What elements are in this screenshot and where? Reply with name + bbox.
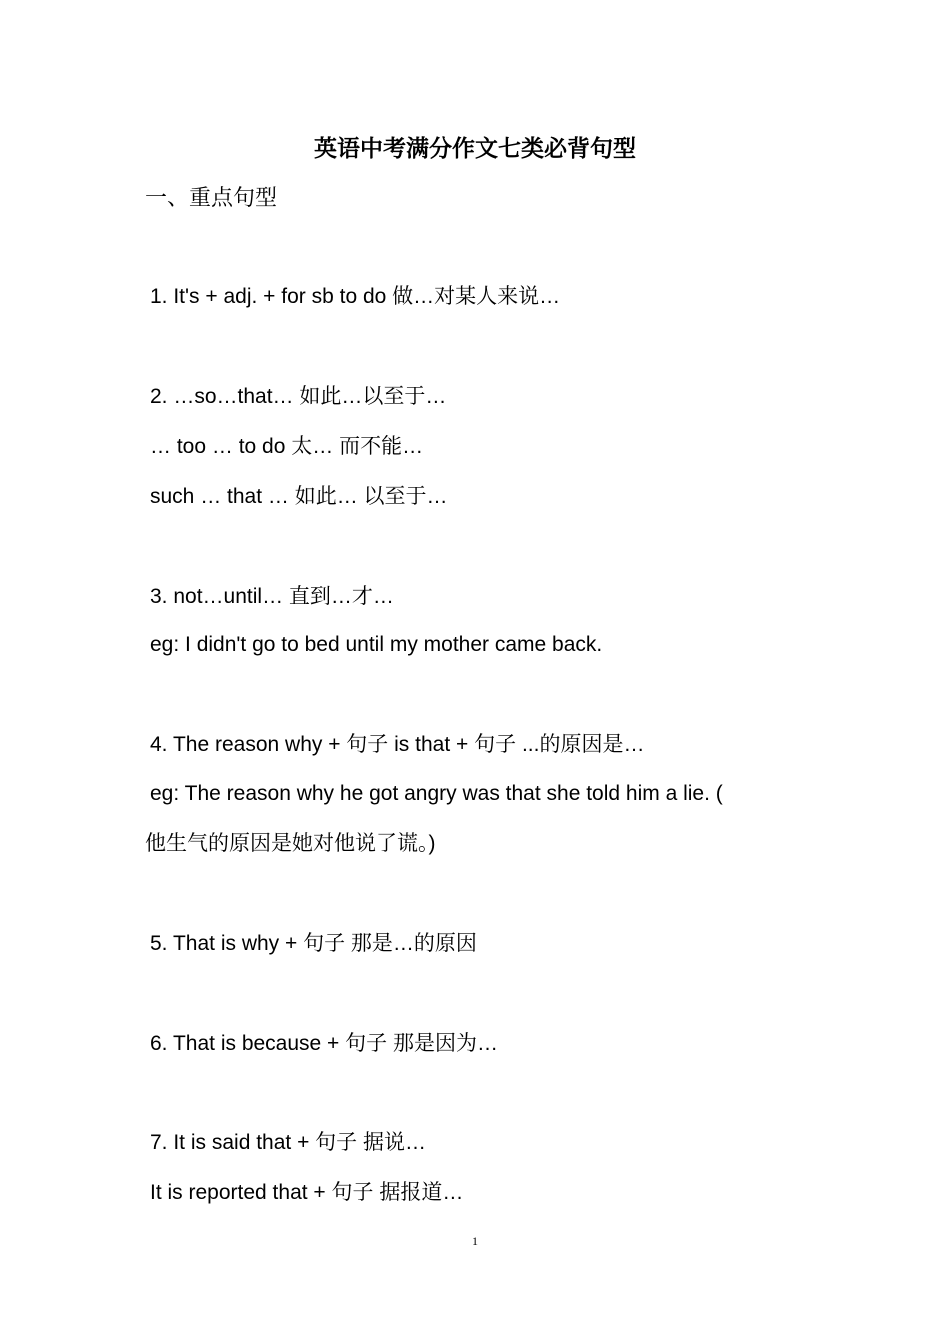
page-number: 1 xyxy=(472,1234,478,1248)
pattern-3-example: eg: I didn't go to bed until my mother came back. xyxy=(150,633,603,656)
pattern-3-line: 3. not…until… 直到…才… xyxy=(150,585,394,608)
pattern-4-line: 4. The reason why + 句子 is that + 句子 ...的原因是… xyxy=(150,733,645,756)
section-heading: 一、重点句型 xyxy=(145,186,278,211)
pattern-1-line: 1. It's + adj. + for sb to do 做…对某人来说… xyxy=(150,285,561,308)
pattern-7-line: 7. It is said that + 句子 据说… xyxy=(150,1131,427,1154)
pattern-2-line: 2. …so…that… 如此…以至于… xyxy=(150,385,447,408)
pattern-7-reported-line: It is reported that + 句子 据报道… xyxy=(150,1181,464,1204)
pattern-4-example-translation: 他生气的原因是她对他说了谎。) xyxy=(145,832,436,855)
document-title: 英语中考满分作文七类必背句型 xyxy=(314,135,636,162)
pattern-4-example: eg: The reason why he got angry was that she told him a lie. ( xyxy=(150,782,723,805)
pattern-5-line: 5. That is why + 句子 那是…的原因 xyxy=(150,932,477,955)
pattern-6-line: 6. That is because + 句子 那是因为… xyxy=(150,1032,498,1055)
pattern-2-such-line: such … that … 如此… 以至于… xyxy=(150,485,448,508)
pattern-2-too-line: … too … to do 太… 而不能… xyxy=(150,435,424,458)
